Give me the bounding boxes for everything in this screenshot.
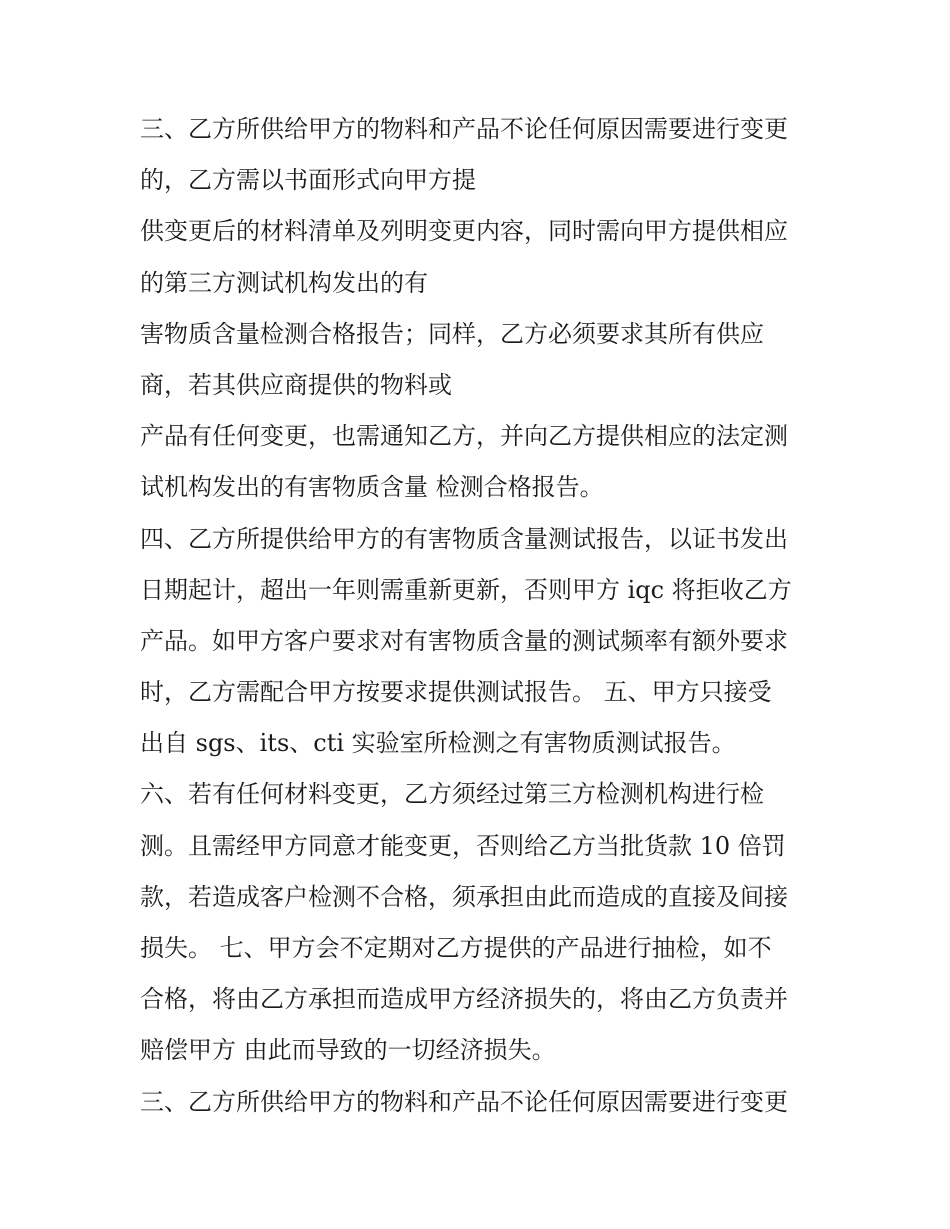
text-line: 的第三方测试机构发出的有 bbox=[140, 268, 428, 297]
text-line: 三、乙方所供给甲方的物料和产品不论任何原因需要进行变更 bbox=[140, 1087, 788, 1116]
text-line: 三、乙方所供给甲方的物料和产品不论任何原因需要进行变更 bbox=[140, 115, 788, 143]
text-line: 四、乙方所提供给甲方的有害物质含量测试报告，以证书发出 bbox=[140, 524, 788, 553]
text-line: 款，若造成客户检测不合格，须承担由此而造成的直接及间接 bbox=[140, 882, 788, 911]
text-line: 合格，将由乙方承担而造成甲方经济损失的，将由乙方负责并 bbox=[140, 985, 788, 1014]
text-line: 的，乙方需以书面形式向甲方提 bbox=[140, 166, 476, 195]
text-line: 产品有任何变更，也需通知乙方，并向乙方提供相应的法定测 bbox=[140, 422, 788, 451]
text-line: 商，若其供应商提供的物料或 bbox=[140, 370, 452, 399]
text-line: 供变更后的材料清单及列明变更内容，同时需向甲方提供相应 bbox=[140, 217, 788, 246]
text-line: 损失。 七、甲方会不定期对乙方提供的产品进行抽检，如不 bbox=[140, 934, 772, 962]
text-line: 试机构发出的有害物质含量 检测合格报告。 bbox=[140, 473, 604, 502]
text-line: 时，乙方需配合甲方按要求提供测试报告。 五、甲方只接受 bbox=[140, 678, 772, 707]
text-line: 害物质含量检测合格报告；同样，乙方必须要求其所有供应 bbox=[140, 319, 764, 348]
text-line: 六、若有任何材料变更，乙方须经过第三方检测机构进行检 bbox=[140, 780, 764, 809]
text-line: 赔偿甲方 由此而导致的一切经济损失。 bbox=[140, 1036, 556, 1065]
text-line: 测。且需经甲方同意才能变更，否则给乙方当批货款 10 倍罚 bbox=[140, 831, 786, 860]
document-body bbox=[140, 104, 820, 1128]
text-line: 日期起计，超出一年则需重新更新，否则甲方 iqc 将拒收乙方 bbox=[140, 575, 792, 604]
text-line: 出自 sgs、its、cti 实验室所检测之有害物质测试报告。 bbox=[140, 729, 736, 758]
text-line: 产品。如甲方客户要求对有害物质含量的测试频率有额外要求 bbox=[140, 626, 788, 655]
